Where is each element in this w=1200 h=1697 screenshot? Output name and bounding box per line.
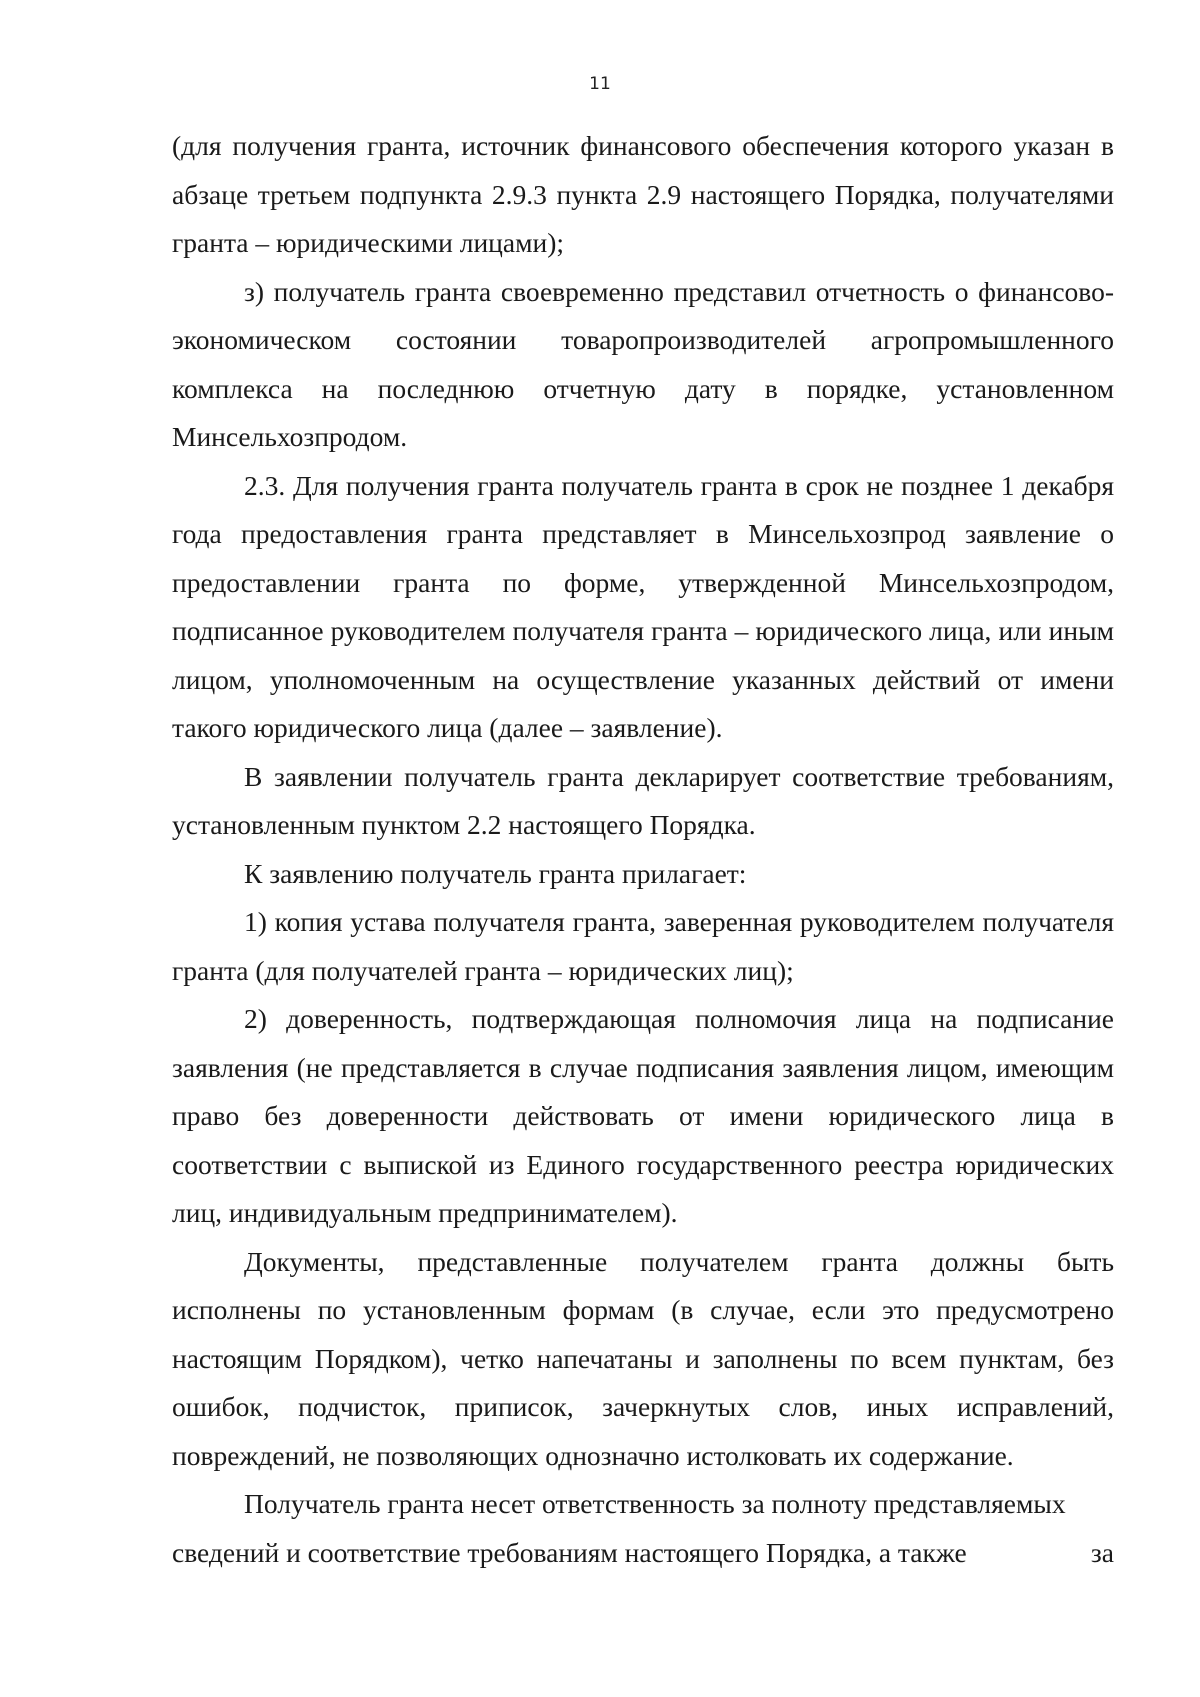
paragraph-9: Получатель гранта несет ответственность за полноту представляемых	[244, 1488, 1066, 1519]
paragraph-6: 1) копия устава получателя гранта, заверенная руководителем получателя гранта (для получателей гранта – юридических лиц);	[172, 906, 1114, 986]
paragraph-9-last-line	[172, 1529, 1114, 1578]
document-body	[172, 122, 1114, 1577]
paragraph-8: Документы, представленные получателем гранта должны быть исполнены по установленным формам (в случае, если это предусмотрено настоящим Порядком), четко напечатаны и заполнены по всем пунктам, без ошибок, подчисток, приписок, зачеркнутых слов, иных исправлений, повреждений, не позволяющих однозначно истолковать их содержание.	[172, 1245, 1114, 1471]
last-line-left: сведений и соответствие требованиям настоящего Порядка, а также	[172, 1536, 967, 1568]
paragraph-1: (для получения гранта, источник финансового обеспечения которого указан в абзаце третьем подпункта 2.9.3 пункта 2.9 настоящего Порядка, получателями гранта – юридическими лицами);	[172, 130, 1114, 258]
page-number: 11	[589, 74, 611, 94]
paragraph-3: 2.3. Для получения гранта получатель гранта в срок не позднее 1 декабря года предоставления гранта представляет в Минсельхозпрод заявление о предоставлении гранта по форме, утвержденной Минсельхозпродом, подписанное руководителем получателя гранта – юридического лица, или иным лицом, уполномоченным на осуществление указанных действий от имени такого юридического лица (далее – заявление).	[172, 469, 1114, 743]
paragraph-4: В заявлении получатель гранта декларирует соответствие требованиям, установленным пунктом 2.2 настоящего Порядка.	[172, 760, 1114, 840]
paragraph-5: К заявлению получатель гранта прилагает:	[244, 857, 747, 889]
last-line-right: за	[1090, 1536, 1114, 1568]
paragraph-2: з) получатель гранта своевременно представил отчетность о финансово-экономическом состоянии товаропроизводителей агропромышленного комплекса на последнюю отчетную дату в порядке, установленном Минсельхозпродом.	[172, 275, 1114, 452]
paragraph-7: 2) доверенность, подтверждающая полномочия лица на подписание заявления (не представляется в случае подписания заявления лицом, имеющим право без доверенности действовать от имени юридического лица в соответствии с выпиской из Единого государственного реестра юридических лиц, индивидуальным предпринимателем).	[172, 1003, 1114, 1228]
